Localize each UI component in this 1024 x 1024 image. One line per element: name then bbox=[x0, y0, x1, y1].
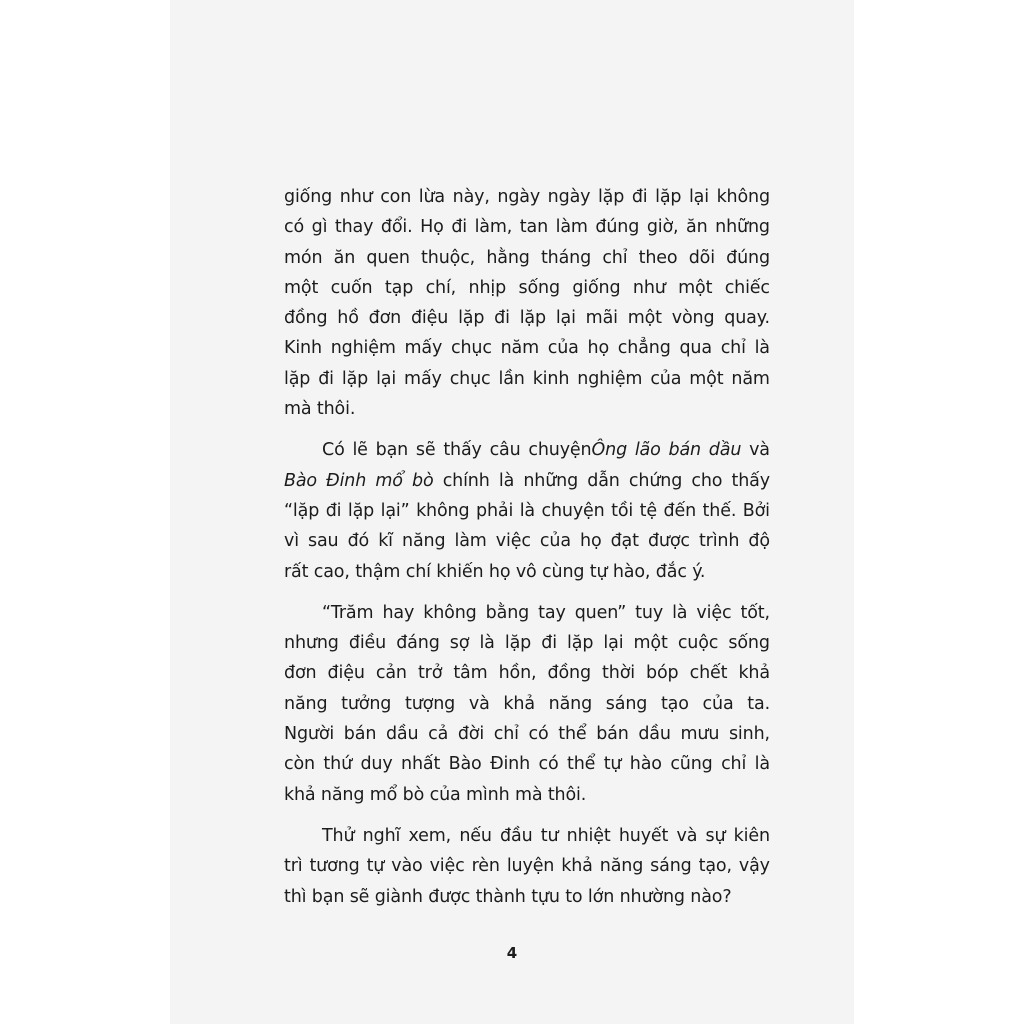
text-line: đơn điệu cản trở tâm hồn, đồng thời bóp chết khả bbox=[284, 663, 770, 684]
text-line: còn thứ duy nhất Bào Đinh có thể tự hào cũng chỉ là bbox=[284, 754, 770, 775]
text-line: Thử nghĩ xem, nếu đầu tư nhiệt huyết và sự kiên bbox=[322, 825, 770, 846]
text-line: lặp đi lặp lại mấy chục lần kinh nghiệm của một năm bbox=[284, 368, 770, 389]
text-line: nhưng điều đáng sợ là lặp đi lặp lại một cuộc sống bbox=[284, 633, 770, 654]
text-line: “lặp đi lặp lại” không phải là chuyện tồi tệ đến thế. Bởi bbox=[284, 500, 770, 521]
text-line: Bào Đinh mổ bò chính là những dẫn chứng cho thấy bbox=[284, 470, 770, 491]
page-number: 4 bbox=[506, 944, 518, 962]
text-line: năng tưởng tượng và khả năng sáng tạo của ta. bbox=[284, 693, 770, 714]
text-line: thì bạn sẽ giành được thành tựu to lớn nhường nào? bbox=[284, 886, 732, 907]
text-line: Kinh nghiệm mấy chục năm của họ chẳng qua chỉ là bbox=[284, 338, 770, 359]
text-line: giống như con lừa này, ngày ngày lặp đi lặp lại không bbox=[284, 187, 770, 207]
text-line: một cuốn tạp chí, nhịp sống giống như một chiếc bbox=[284, 277, 770, 298]
paragraph bbox=[284, 821, 770, 912]
text-line: mà thôi. bbox=[284, 399, 356, 420]
paragraph bbox=[284, 435, 770, 586]
text-line: đồng hồ đơn điệu lặp đi lặp lại mãi một vòng quay. bbox=[284, 308, 770, 329]
text-line: có gì thay đổi. Họ đi làm, tan làm đúng giờ, ăn những bbox=[284, 217, 770, 238]
text-line: món ăn quen thuộc, hằng tháng chỉ theo dõi đúng bbox=[284, 247, 770, 268]
body-text bbox=[284, 182, 770, 912]
text-line: Có lẽ bạn sẽ thấy câu chuyệnÔng lão bán dầu và bbox=[322, 440, 770, 461]
text-line: rất cao, thậm chí khiến họ vô cùng tự hào, đắc ý. bbox=[284, 561, 706, 582]
text-line: trì tương tự vào việc rèn luyện khả năng sáng tạo, vậy bbox=[284, 856, 770, 877]
paragraph bbox=[284, 598, 770, 810]
text-line: vì sau đó kĩ năng làm việc của họ đạt được trình độ bbox=[284, 531, 770, 552]
text-line: khả năng mổ bò của mình mà thôi. bbox=[284, 784, 587, 805]
text-line: Người bán dầu cả đời chỉ có thể bán dầu mưu sinh, bbox=[284, 724, 770, 745]
paragraph bbox=[284, 182, 770, 424]
text-line: “Trăm hay không bằng tay quen” tuy là việc tốt, bbox=[322, 602, 770, 623]
